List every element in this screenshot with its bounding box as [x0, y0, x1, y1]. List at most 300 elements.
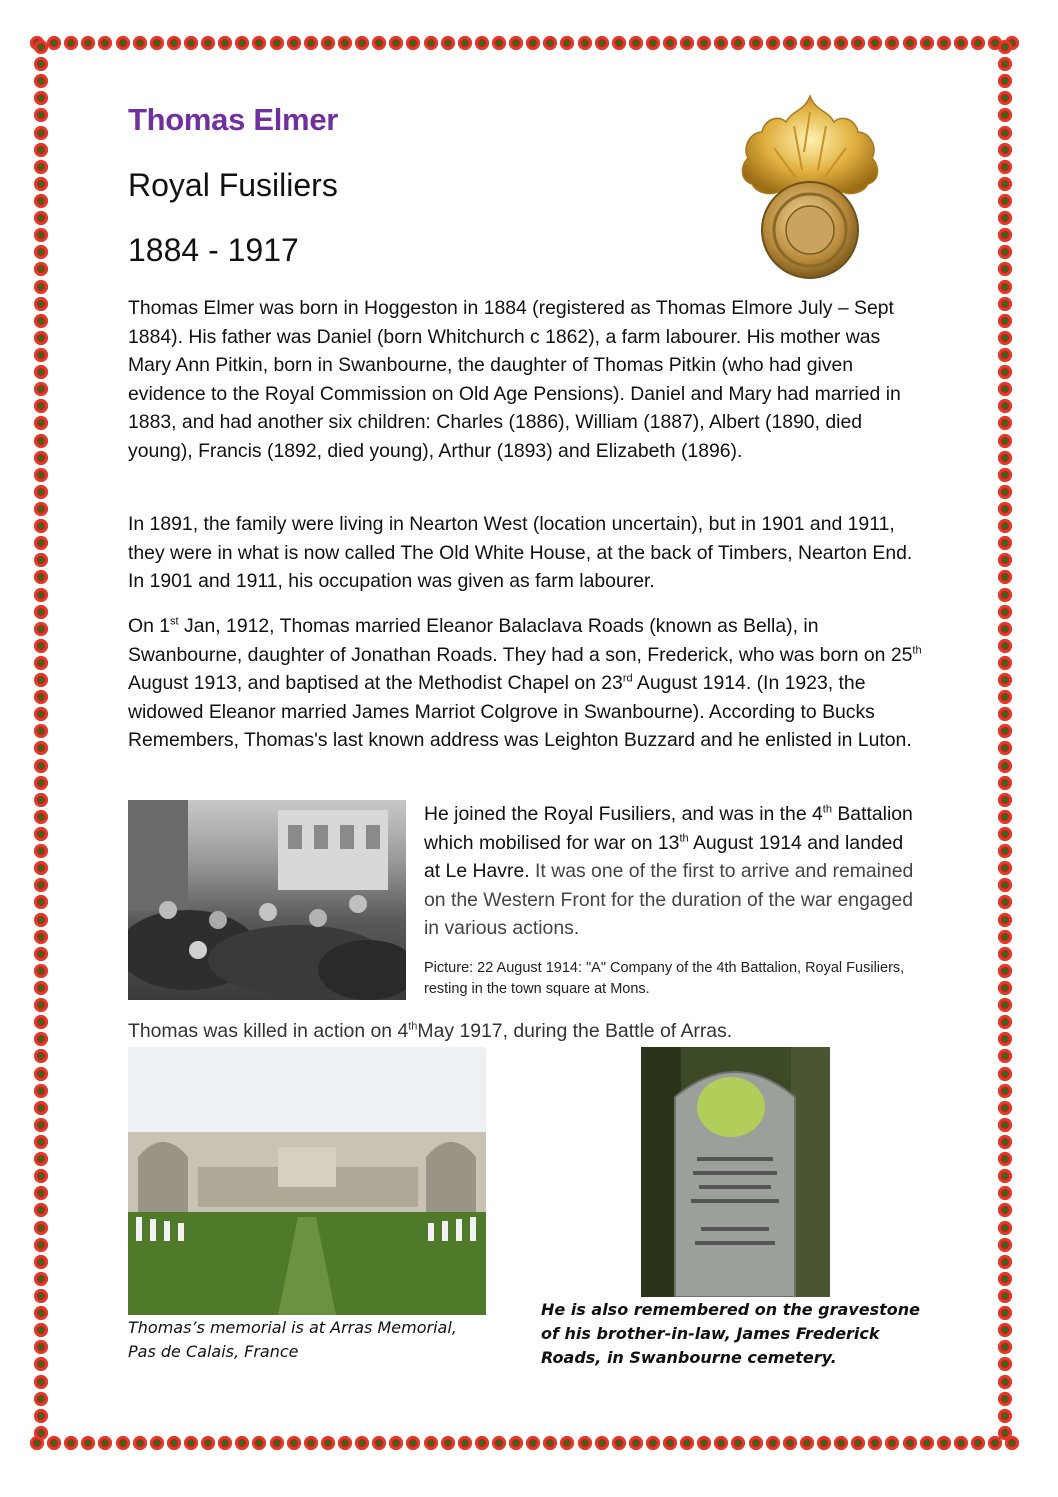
poppy-icon: [34, 553, 48, 567]
poppy-icon: [34, 1426, 48, 1440]
poppy-icon: [998, 280, 1012, 294]
poppy-icon: [612, 36, 626, 50]
poppy-icon: [34, 434, 48, 448]
poppy-icon: [998, 913, 1012, 927]
poppy-icon: [34, 160, 48, 174]
poppy-icon: [834, 36, 848, 50]
poppy-icon: [34, 416, 48, 430]
poppy-icon: [424, 1436, 438, 1450]
years-heading: 1884 - 1917: [128, 232, 299, 268]
poppy-icon: [998, 519, 1012, 533]
poppy-icon: [34, 861, 48, 875]
poppy-icon: [184, 36, 198, 50]
poppy-icon: [34, 588, 48, 602]
superscript: th: [822, 803, 832, 816]
poppy-icon: [34, 211, 48, 225]
page-title: Thomas Elmer: [128, 102, 339, 137]
poppy-icon: [406, 36, 420, 50]
poppy-icon: [167, 1436, 181, 1450]
poppy-icon: [150, 36, 164, 50]
poppy-icon: [355, 1436, 369, 1450]
poppy-icon: [714, 36, 728, 50]
poppy-icon: [998, 1015, 1012, 1029]
poppy-icon: [34, 947, 48, 961]
poppy-icon: [851, 36, 865, 50]
poppy-icon: [834, 1436, 848, 1450]
poppy-icon: [34, 1169, 48, 1183]
poppy-icon: [34, 177, 48, 191]
poppy-icon: [252, 36, 266, 50]
poppy-icon: [612, 1436, 626, 1450]
poppy-icon: [201, 1436, 215, 1450]
poppy-icon: [629, 36, 643, 50]
text-run: May 1917, during the Battle of Arras.: [417, 1020, 733, 1042]
poppy-icon: [903, 1436, 917, 1450]
poppy-icon: [998, 656, 1012, 670]
poppy-icon: [998, 331, 1012, 345]
poppy-icon: [998, 759, 1012, 773]
poppy-icon: [287, 36, 301, 50]
poppy-icon: [34, 981, 48, 995]
poppy-icon: [998, 74, 1012, 88]
poppy-icon: [252, 1436, 266, 1450]
poppy-icon: [954, 36, 968, 50]
poppy-icon: [998, 228, 1012, 242]
poppy-icon: [800, 36, 814, 50]
poppy-icon: [34, 451, 48, 465]
poppy-icon: [998, 1340, 1012, 1354]
poppy-icon: [998, 1289, 1012, 1303]
poppy-icon: [34, 964, 48, 978]
text-run: Thomas was killed in action on 4: [128, 1020, 409, 1042]
superscript: st: [170, 615, 179, 628]
gravestone-photo-graphic: [641, 1047, 830, 1297]
poppy-icon: [34, 399, 48, 413]
poppy-icon: [34, 759, 48, 773]
poppy-icon: [971, 1436, 985, 1450]
poppy-icon: [731, 1436, 745, 1450]
poppy-icon: [731, 36, 745, 50]
poppy-icon: [34, 1186, 48, 1200]
poppy-icon: [34, 468, 48, 482]
poppy-icon: [34, 622, 48, 636]
memorial-photo-graphic: [128, 1047, 486, 1315]
poppy-icon: [133, 1436, 147, 1450]
poppy-icon: [663, 36, 677, 50]
poppy-icon: [81, 1436, 95, 1450]
marriage-paragraph: [128, 612, 928, 755]
poppy-icon: [998, 707, 1012, 721]
poppy-icon: [954, 1436, 968, 1450]
poppy-icon: [372, 36, 386, 50]
poppy-icon: [64, 36, 78, 50]
poppy-icon: [998, 1067, 1012, 1081]
poppy-icon: [34, 605, 48, 619]
poppy-icon: [783, 36, 797, 50]
poppy-icon: [34, 1323, 48, 1337]
poppy-icon: [629, 1436, 643, 1450]
text-run: August 1913, and baptised at the Methodist Chapel on 23: [128, 672, 623, 694]
poppy-icon: [34, 331, 48, 345]
poppy-icon: [355, 36, 369, 50]
poppy-icon: [998, 468, 1012, 482]
poppy-icon: [998, 1186, 1012, 1200]
poppy-icon: [34, 1135, 48, 1149]
poppy-icon: [34, 74, 48, 88]
poppy-border-right: [998, 40, 1018, 1440]
poppy-icon: [372, 1436, 386, 1450]
poppy-icon: [34, 1152, 48, 1166]
poppy-icon: [509, 1436, 523, 1450]
poppy-icon: [578, 1436, 592, 1450]
poppy-icon: [406, 1436, 420, 1450]
poppy-icon: [998, 1049, 1012, 1063]
poppy-icon: [116, 36, 130, 50]
poppy-icon: [998, 1118, 1012, 1132]
poppy-icon: [34, 348, 48, 362]
poppy-icon: [167, 36, 181, 50]
poppy-icon: [560, 36, 574, 50]
poppy-icon: [235, 36, 249, 50]
poppy-icon: [389, 36, 403, 50]
poppy-icon: [116, 1436, 130, 1450]
poppy-icon: [34, 1221, 48, 1235]
poppy-icon: [998, 126, 1012, 140]
poppy-icon: [998, 1357, 1012, 1371]
poppy-icon: [998, 348, 1012, 362]
poppy-icon: [81, 36, 95, 50]
poppy-icon: [998, 245, 1012, 259]
poppy-icon: [34, 1118, 48, 1132]
poppy-icon: [998, 1135, 1012, 1149]
poppy-icon: [998, 895, 1012, 909]
text-run: On 1: [128, 615, 171, 637]
poppy-icon: [998, 998, 1012, 1012]
poppy-icon: [34, 776, 48, 790]
troops-photo-graphic: [128, 800, 406, 1000]
poppy-icon: [235, 1436, 249, 1450]
royal-fusiliers-badge-icon: [734, 92, 886, 282]
poppy-icon: [998, 1392, 1012, 1406]
poppy-icon: [998, 91, 1012, 105]
poppy-icon: [998, 878, 1012, 892]
poppy-icon: [998, 741, 1012, 755]
poppy-icon: [98, 1436, 112, 1450]
poppy-icon: [998, 930, 1012, 944]
poppy-icon: [560, 1436, 574, 1450]
poppy-icon: [998, 536, 1012, 550]
poppy-icon: [34, 126, 48, 140]
poppy-icon: [270, 36, 284, 50]
poppy-icon: [34, 1015, 48, 1029]
poppy-icon: [920, 36, 934, 50]
poppy-icon: [749, 36, 763, 50]
poppy-icon: [885, 36, 899, 50]
poppy-icon: [389, 1436, 403, 1450]
poppy-icon: [34, 1101, 48, 1115]
poppy-icon: [34, 1392, 48, 1406]
poppy-icon: [998, 776, 1012, 790]
poppy-icon: [998, 861, 1012, 875]
superscript: th: [408, 1020, 418, 1033]
poppy-icon: [998, 40, 1012, 54]
poppy-border-left: [34, 40, 54, 1440]
poppy-icon: [998, 1203, 1012, 1217]
poppy-icon: [475, 1436, 489, 1450]
poppy-border-bottom: [30, 1436, 1020, 1456]
poppy-icon: [998, 143, 1012, 157]
poppy-icon: [34, 1049, 48, 1063]
poppy-icon: [338, 36, 352, 50]
poppy-icon: [998, 947, 1012, 961]
poppy-icon: [998, 1084, 1012, 1098]
poppy-icon: [998, 724, 1012, 738]
poppy-icon: [998, 194, 1012, 208]
poppy-icon: [998, 1238, 1012, 1252]
poppy-icon: [998, 382, 1012, 396]
poppy-icon: [34, 793, 48, 807]
poppy-icon: [201, 36, 215, 50]
poppy-icon: [475, 36, 489, 50]
poppy-icon: [34, 280, 48, 294]
poppy-icon: [998, 793, 1012, 807]
text-run: It was one of the first to arrive and remained on the Western Front for the duration of the war engaged in various actions.: [424, 860, 914, 939]
poppy-icon: [526, 36, 540, 50]
poppy-icon: [34, 519, 48, 533]
poppy-icon: [749, 1436, 763, 1450]
poppy-icon: [509, 36, 523, 50]
poppy-icon: [998, 673, 1012, 687]
poppy-icon: [680, 1436, 694, 1450]
poppy-icon: [287, 1436, 301, 1450]
regiment-heading: Royal Fusiliers: [128, 167, 338, 203]
poppy-icon: [492, 36, 506, 50]
poppy-icon: [885, 1436, 899, 1450]
poppy-icon: [998, 211, 1012, 225]
poppy-icon: [34, 707, 48, 721]
poppy-icon: [321, 1436, 335, 1450]
poppy-icon: [34, 1067, 48, 1081]
poppy-icon: [34, 878, 48, 892]
poppy-icon: [34, 1409, 48, 1423]
poppy-icon: [34, 194, 48, 208]
poppy-icon: [34, 827, 48, 841]
superscript: th: [679, 832, 689, 845]
poppy-icon: [998, 297, 1012, 311]
poppy-icon: [646, 36, 660, 50]
poppy-icon: [150, 1436, 164, 1450]
poppy-icon: [34, 314, 48, 328]
poppy-icon: [34, 262, 48, 276]
poppy-icon: [34, 536, 48, 550]
poppy-icon: [34, 1255, 48, 1269]
poppy-icon: [998, 1426, 1012, 1440]
birth-paragraph: Thomas Elmer was born in Hoggeston in 1884 (registered as Thomas Elmore July – Sept 1884). His father was Daniel (born Whitchurch c 1862), a farm labourer. His mother was Mary Ann Pitkin, born in Swanbourne, the daughter of Thomas Pitkin (who had given evidence to the Royal Commission on Old Age Pensions). Daniel and Mary had married in 1883, and had another six children: Charles (1886), William (1887), Albert (1890, died young), Francis (1892, died young), Arthur (1893) and Elizabeth (1896).: [128, 297, 901, 462]
poppy-icon: [321, 36, 335, 50]
poppy-icon: [998, 1221, 1012, 1235]
memorial-photo-caption: Thomas’s memorial is at Arras Memorial, Pas de Calais, France: [128, 1318, 457, 1361]
poppy-icon: [458, 1436, 472, 1450]
poppy-icon: [34, 1203, 48, 1217]
poppy-icon: [998, 434, 1012, 448]
poppy-icon: [998, 1306, 1012, 1320]
superscript: rd: [622, 672, 633, 685]
poppy-icon: [998, 1032, 1012, 1046]
poppy-icon: [543, 1436, 557, 1450]
poppy-icon: [34, 724, 48, 738]
death-paragraph: [128, 1017, 928, 1046]
poppy-icon: [817, 36, 831, 50]
gravestone-photo-caption: He is also remembered on the gravestone of his brother-in-law, James Frederick Roads, in Swanbourne cemetery.: [541, 1300, 921, 1367]
poppy-icon: [304, 36, 318, 50]
poppy-icon: [998, 314, 1012, 328]
poppy-icon: [218, 36, 232, 50]
poppy-icon: [783, 1436, 797, 1450]
poppy-icon: [184, 1436, 198, 1450]
poppy-icon: [680, 36, 694, 50]
poppy-icon: [34, 1340, 48, 1354]
poppy-icon: [998, 108, 1012, 122]
poppy-icon: [998, 1323, 1012, 1337]
poppy-icon: [998, 485, 1012, 499]
poppy-icon: [34, 1306, 48, 1320]
residence-paragraph: In 1891, the family were living in Nearton West (location uncertain), but in 1901 and 1911, they were in what is now called The Old White House, at the back of Timbers, Nearton End. In 1901 and 1911, his occupation was given as farm labourer.: [128, 513, 913, 592]
poppy-icon: [766, 36, 780, 50]
poppy-icon: [64, 1436, 78, 1450]
poppy-icon: [998, 964, 1012, 978]
poppy-icon: [34, 365, 48, 379]
poppy-icon: [920, 1436, 934, 1450]
poppy-icon: [868, 1436, 882, 1450]
text-run: Battalion which mobilised for war on 13: [424, 803, 913, 854]
poppy-icon: [998, 160, 1012, 174]
poppy-icon: [697, 36, 711, 50]
poppy-icon: [34, 1289, 48, 1303]
poppy-icon: [34, 1272, 48, 1286]
poppy-icon: [34, 913, 48, 927]
poppy-icon: [34, 1032, 48, 1046]
poppy-icon: [34, 690, 48, 704]
poppy-icon: [424, 36, 438, 50]
poppy-border-top: [30, 36, 1020, 56]
poppy-icon: [998, 981, 1012, 995]
poppy-icon: [34, 1084, 48, 1098]
service-paragraph: [424, 800, 914, 943]
poppy-icon: [34, 40, 48, 54]
poppy-icon: [937, 36, 951, 50]
poppy-icon: [998, 1101, 1012, 1115]
poppy-icon: [998, 365, 1012, 379]
poppy-icon: [492, 1436, 506, 1450]
poppy-icon: [34, 485, 48, 499]
poppy-icon: [338, 1436, 352, 1450]
poppy-icon: [998, 810, 1012, 824]
poppy-icon: [34, 741, 48, 755]
poppy-icon: [646, 1436, 660, 1450]
text-run: He joined the Royal Fusiliers, and was in the 4: [424, 803, 823, 825]
poppy-icon: [766, 1436, 780, 1450]
poppy-icon: [998, 451, 1012, 465]
poppy-icon: [34, 570, 48, 584]
poppy-icon: [34, 245, 48, 259]
poppy-icon: [34, 1238, 48, 1252]
poppy-icon: [998, 570, 1012, 584]
poppy-icon: [34, 930, 48, 944]
text-run: August 1914. (In 1923, the widowed Eleanor married James Marriot Colgrove in Swanbourne). According to Bucks Remembers, Thomas's last known address was Leighton Buzzard and he enlisted in Luton.: [128, 672, 912, 751]
poppy-icon: [998, 1375, 1012, 1389]
arras-memorial-photo: [128, 1047, 486, 1315]
poppy-icon: [34, 673, 48, 687]
poppy-icon: [34, 844, 48, 858]
poppy-icon: [998, 827, 1012, 841]
poppy-icon: [34, 639, 48, 653]
poppy-icon: [543, 36, 557, 50]
poppy-icon: [595, 36, 609, 50]
poppy-icon: [800, 1436, 814, 1450]
poppy-icon: [998, 1272, 1012, 1286]
poppy-icon: [34, 382, 48, 396]
poppy-icon: [595, 1436, 609, 1450]
poppy-icon: [998, 399, 1012, 413]
poppy-icon: [34, 1357, 48, 1371]
poppy-icon: [714, 1436, 728, 1450]
poppy-icon: [34, 656, 48, 670]
poppy-icon: [34, 998, 48, 1012]
poppy-icon: [34, 228, 48, 242]
poppy-icon: [34, 895, 48, 909]
poppy-icon: [971, 36, 985, 50]
poppy-icon: [270, 1436, 284, 1450]
poppy-icon: [34, 143, 48, 157]
text-run: August 1914 and landed at Le Havre.: [424, 831, 904, 882]
poppy-icon: [937, 1436, 951, 1450]
poppy-icon: [34, 502, 48, 516]
poppy-icon: [998, 502, 1012, 516]
poppy-icon: [526, 1436, 540, 1450]
poppy-icon: [34, 297, 48, 311]
poppy-icon: [998, 690, 1012, 704]
poppy-icon: [998, 177, 1012, 191]
superscript: th: [912, 644, 922, 657]
poppy-icon: [697, 1436, 711, 1450]
poppy-icon: [304, 1436, 318, 1450]
poppy-icon: [998, 844, 1012, 858]
poppy-icon: [998, 1152, 1012, 1166]
poppy-icon: [578, 36, 592, 50]
gravestone-photo: [641, 1047, 830, 1297]
poppy-icon: [133, 36, 147, 50]
poppy-icon: [998, 622, 1012, 636]
poppy-icon: [998, 1169, 1012, 1183]
poppy-icon: [868, 36, 882, 50]
poppy-icon: [817, 1436, 831, 1450]
poppy-icon: [998, 416, 1012, 430]
poppy-icon: [441, 36, 455, 50]
poppy-icon: [458, 36, 472, 50]
text-run: Jan, 1912, Thomas married Eleanor Balaclava Roads (known as Bella), in Swanbourne, daughter of Jonathan Roads. They had a son, Frederick, who was born on 25: [128, 615, 913, 666]
poppy-icon: [851, 1436, 865, 1450]
poppy-icon: [998, 588, 1012, 602]
poppy-icon: [903, 36, 917, 50]
troops-photo-caption: Picture: 22 August 1914: "A" Company of the 4th Battalion, Royal Fusiliers, resting in the town square at Mons.: [424, 960, 905, 997]
poppy-icon: [98, 36, 112, 50]
troops-at-mons-photo: [128, 800, 406, 1000]
poppy-icon: [998, 57, 1012, 71]
poppy-icon: [998, 1409, 1012, 1423]
poppy-icon: [998, 553, 1012, 567]
poppy-icon: [218, 1436, 232, 1450]
poppy-icon: [663, 1436, 677, 1450]
